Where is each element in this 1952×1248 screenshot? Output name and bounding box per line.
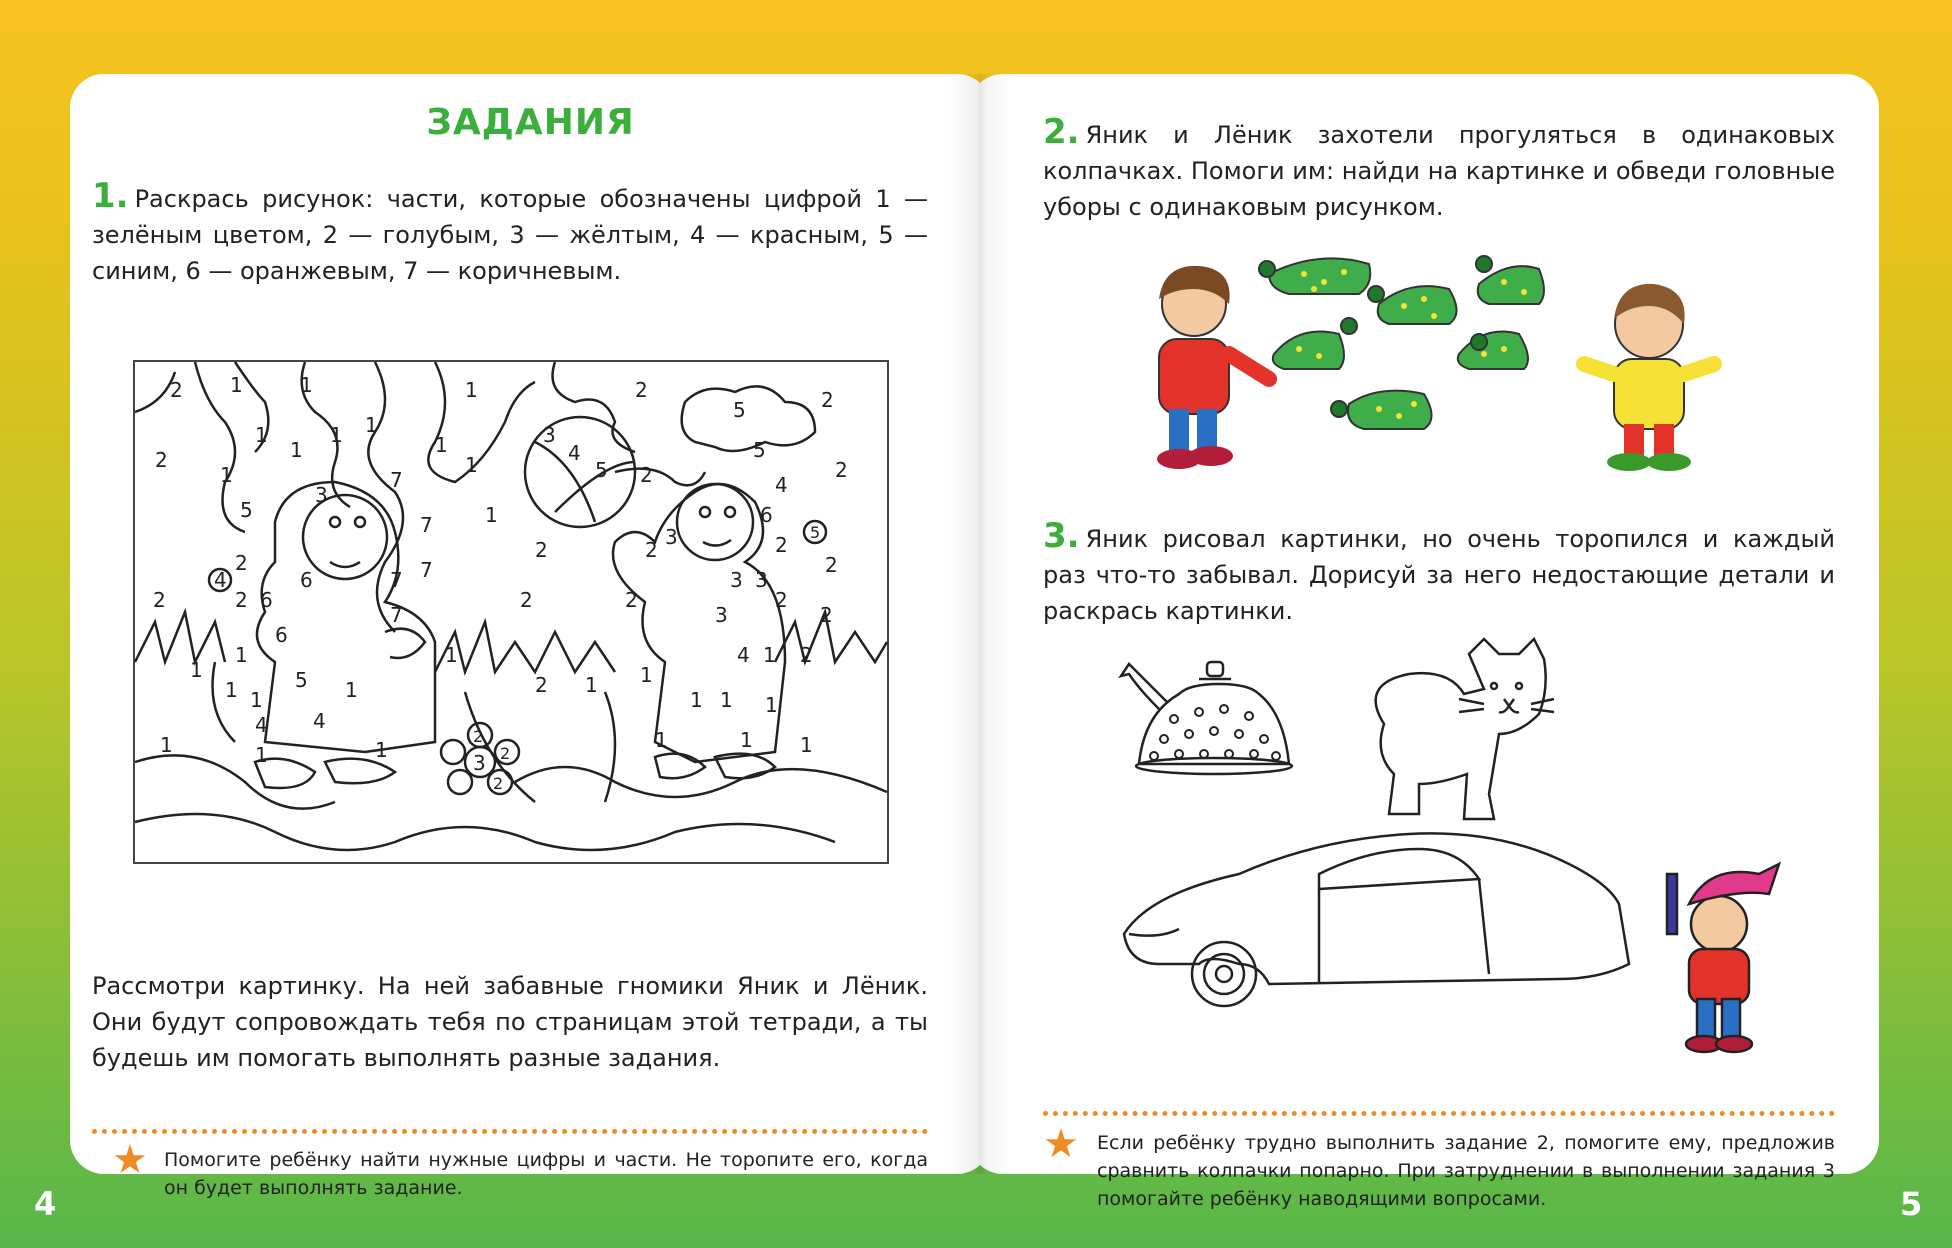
page-number-left: 4 bbox=[34, 1185, 57, 1223]
svg-text:2: 2 bbox=[640, 463, 653, 487]
task3-instructions: Яник рисовал картинки, но очень торопился и каждый раз что-то забывал. Дорисуй за него недостающие детали и раскрась картинки. bbox=[1043, 525, 1835, 625]
svg-text:1: 1 bbox=[190, 658, 203, 682]
svg-text:3: 3 bbox=[315, 483, 328, 507]
parent-note: Если ребёнку трудно выполнить задание 2, помогите ему, предложив сравнить колпачки попарно. При затруднении в выполнении задания 3 помогайте ребёнку наводящими вопросами. bbox=[1097, 1132, 1835, 1210]
svg-text:1: 1 bbox=[445, 643, 458, 667]
svg-text:1: 1 bbox=[585, 673, 598, 697]
svg-text:2: 2 bbox=[645, 538, 658, 562]
book-spine-shadow bbox=[948, 74, 1012, 1174]
dotted-divider bbox=[92, 1129, 928, 1134]
svg-text:2: 2 bbox=[520, 588, 533, 612]
svg-text:1: 1 bbox=[290, 438, 303, 462]
svg-text:2: 2 bbox=[835, 458, 848, 482]
svg-text:1: 1 bbox=[765, 693, 778, 717]
svg-text:7: 7 bbox=[390, 603, 403, 627]
svg-text:4: 4 bbox=[255, 713, 268, 737]
svg-text:7: 7 bbox=[390, 568, 403, 592]
svg-text:5: 5 bbox=[240, 498, 253, 522]
car-drawing bbox=[1124, 833, 1629, 1006]
svg-text:2: 2 bbox=[155, 448, 168, 472]
svg-text:5: 5 bbox=[810, 523, 821, 542]
svg-text:1: 1 bbox=[250, 688, 263, 712]
svg-text:2: 2 bbox=[235, 551, 248, 575]
svg-text:1: 1 bbox=[330, 423, 343, 447]
svg-text:1: 1 bbox=[220, 463, 233, 487]
svg-text:6: 6 bbox=[760, 503, 773, 527]
svg-text:1: 1 bbox=[655, 728, 668, 752]
svg-text:1: 1 bbox=[763, 643, 776, 667]
svg-text:1: 1 bbox=[640, 663, 653, 687]
svg-text:1: 1 bbox=[160, 733, 173, 757]
svg-text:7: 7 bbox=[420, 513, 433, 537]
svg-text:2: 2 bbox=[821, 388, 834, 412]
coloring-numbers bbox=[153, 373, 848, 793]
right-page bbox=[969, 74, 1879, 1210]
svg-text:1: 1 bbox=[465, 453, 478, 477]
svg-text:5: 5 bbox=[753, 438, 766, 462]
svg-text:6: 6 bbox=[260, 588, 273, 612]
svg-text:2: 2 bbox=[625, 588, 638, 612]
page-title: ЗАДАНИЯ bbox=[426, 102, 635, 143]
star-icon: ★ bbox=[112, 1137, 148, 1183]
left-page bbox=[70, 74, 991, 1199]
svg-text:2: 2 bbox=[535, 673, 548, 697]
svg-text:1: 1 bbox=[720, 688, 733, 712]
svg-text:3: 3 bbox=[473, 751, 486, 775]
incomplete-drawings bbox=[1119, 634, 1819, 1084]
svg-text:1: 1 bbox=[230, 373, 243, 397]
svg-text:5: 5 bbox=[295, 668, 308, 692]
gnome-yanik bbox=[1157, 266, 1269, 469]
svg-text:2: 2 bbox=[473, 727, 484, 746]
svg-text:2: 2 bbox=[635, 378, 648, 402]
svg-text:2: 2 bbox=[493, 774, 504, 793]
intro-text: Рассмотри картинку. На ней забавные гномики Яник и Лёник. Они будут сопровождать тебя по страницам этой тетради, а ты будешь им помогать выполнять разные задания. bbox=[92, 972, 928, 1072]
svg-text:1: 1 bbox=[485, 503, 498, 527]
task3-number: 3. bbox=[1043, 516, 1080, 556]
svg-text:7: 7 bbox=[420, 558, 433, 582]
svg-text:4: 4 bbox=[737, 643, 750, 667]
gnomes-hats-illustration bbox=[1139, 244, 1739, 474]
svg-text:4: 4 bbox=[214, 568, 227, 592]
task1-text bbox=[92, 178, 928, 289]
svg-text:6: 6 bbox=[275, 623, 288, 647]
svg-text:2: 2 bbox=[153, 588, 166, 612]
svg-text:3: 3 bbox=[715, 603, 728, 627]
coloring-picture bbox=[133, 360, 889, 864]
gnome-with-pencil bbox=[1667, 864, 1779, 1052]
svg-text:1: 1 bbox=[255, 423, 268, 447]
svg-text:2: 2 bbox=[800, 643, 813, 667]
svg-text:1: 1 bbox=[465, 378, 478, 402]
dotted-divider bbox=[1043, 1111, 1835, 1116]
svg-text:2: 2 bbox=[820, 603, 833, 627]
svg-text:5: 5 bbox=[733, 398, 746, 422]
svg-text:3: 3 bbox=[755, 568, 768, 592]
svg-text:4: 4 bbox=[313, 709, 326, 733]
svg-text:2: 2 bbox=[825, 553, 838, 577]
svg-text:1: 1 bbox=[740, 728, 753, 752]
parent-note: Помогите ребёнку найти нужные цифры и части. Не торопите его, когда он будет выполнять задание. bbox=[164, 1149, 928, 1199]
svg-text:2: 2 bbox=[775, 588, 788, 612]
svg-text:2: 2 bbox=[500, 744, 511, 763]
svg-text:1: 1 bbox=[375, 738, 388, 762]
svg-text:2: 2 bbox=[535, 538, 548, 562]
svg-text:4: 4 bbox=[775, 473, 788, 497]
task2-text bbox=[1043, 114, 1835, 225]
gnome-lenik bbox=[1584, 284, 1714, 471]
svg-text:1: 1 bbox=[225, 678, 238, 702]
svg-text:5: 5 bbox=[595, 458, 608, 482]
svg-text:1: 1 bbox=[300, 373, 313, 397]
cat-drawing bbox=[1376, 639, 1554, 819]
svg-text:6: 6 bbox=[300, 568, 313, 592]
task3-text bbox=[1043, 518, 1835, 629]
svg-text:1: 1 bbox=[255, 743, 268, 767]
task2-instructions: Яник и Лёник захотели прогуляться в одинаковых колпачках. Помоги им: найди на картинке и обведи головные уборы с одинаковым рисунком. bbox=[1043, 121, 1835, 221]
svg-text:1: 1 bbox=[435, 433, 448, 457]
svg-text:1: 1 bbox=[800, 733, 813, 757]
task1-instructions: Раскрась рисунок: части, которые обозначены цифрой 1 — зелёным цветом, 2 — голубым, 3 — жёлтым, 4 — красным, 5 — синим, 6 — оранжевым, 7 — коричневым. bbox=[92, 185, 928, 285]
svg-text:2: 2 bbox=[170, 378, 183, 402]
svg-text:2: 2 bbox=[235, 588, 248, 612]
svg-text:2: 2 bbox=[775, 533, 788, 557]
task1-number: 1. bbox=[92, 176, 129, 216]
svg-text:1: 1 bbox=[345, 678, 358, 702]
star-icon: ★ bbox=[1043, 1121, 1079, 1167]
page-number-right: 5 bbox=[1900, 1185, 1923, 1223]
svg-text:3: 3 bbox=[543, 423, 556, 447]
svg-text:1: 1 bbox=[690, 688, 703, 712]
svg-text:3: 3 bbox=[730, 568, 743, 592]
svg-text:4: 4 bbox=[568, 441, 581, 465]
svg-text:3: 3 bbox=[665, 525, 678, 549]
svg-text:7: 7 bbox=[390, 468, 403, 492]
task2-number: 2. bbox=[1043, 112, 1080, 152]
svg-text:1: 1 bbox=[235, 643, 248, 667]
svg-text:1: 1 bbox=[365, 413, 378, 437]
